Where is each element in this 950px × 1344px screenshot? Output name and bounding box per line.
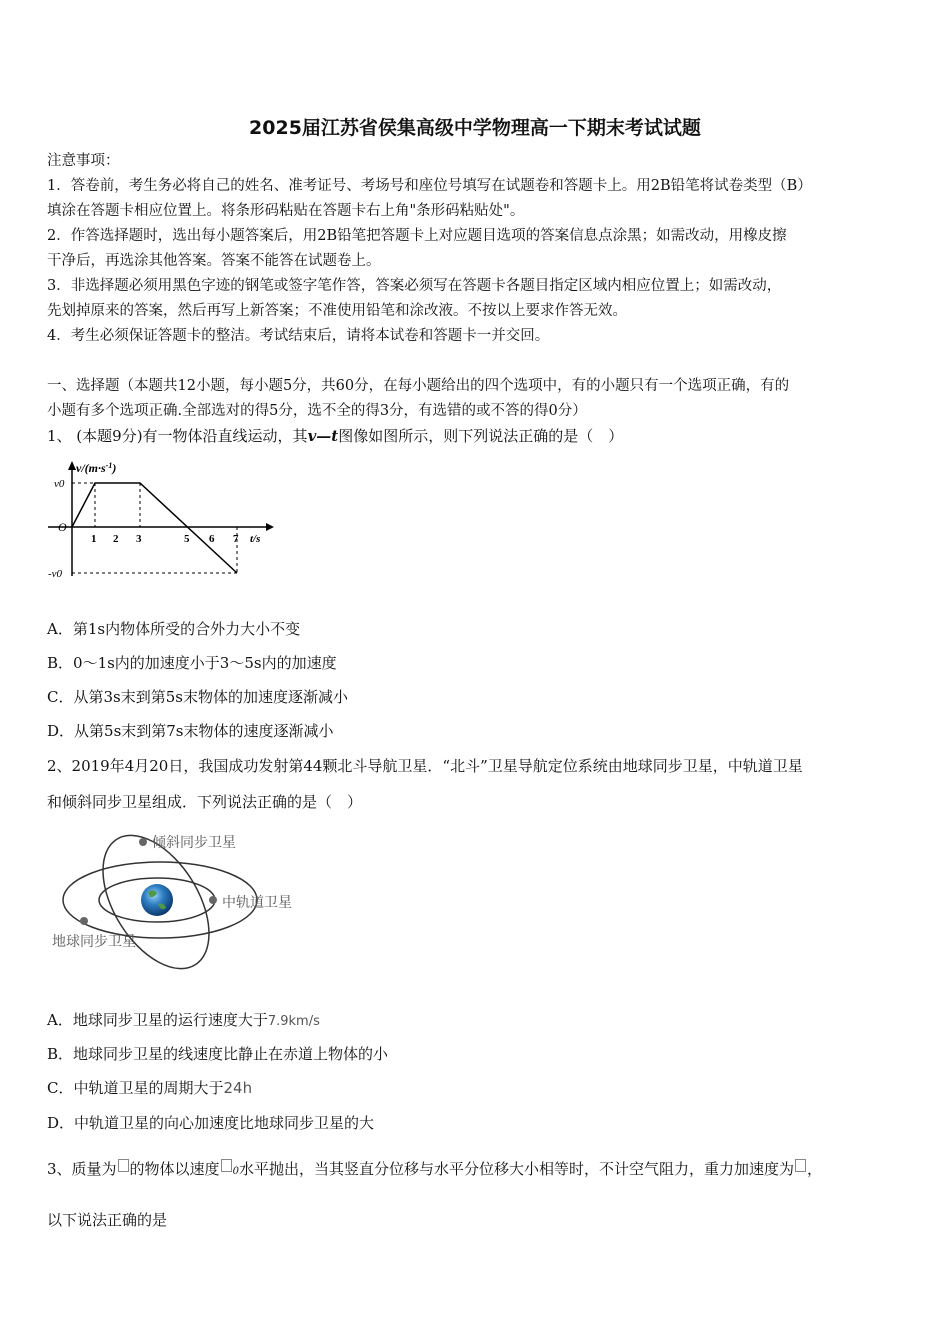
q3-part4: ， (806, 1160, 822, 1178)
y-axis-arrow (68, 461, 76, 470)
notice-line: 干净后，再选涂其他答案。答案不能答在试题卷上。 (47, 253, 381, 269)
tick-label: 6 (209, 533, 215, 545)
q1-prefix: 1、 (本题9分)有一物体沿直线运动，其 (47, 427, 308, 445)
q1-suffix: 图像如图所示，则下列说法正确的是（ ） (338, 427, 624, 445)
vt-curve (72, 483, 237, 573)
label-geo: 地球同步卫星 (52, 935, 136, 950)
q2-option-b: B．地球同步卫星的线速度比静止在赤道上物体的小 (47, 1045, 389, 1063)
missing-glyph-icon (118, 1159, 129, 1172)
origin-label: O (58, 520, 67, 534)
y-axis-label: $v/(m\cdot s^{-1})$ (76, 461, 117, 475)
notice-line: 2．作答选择题时，选出每小题答案后，用2B铅笔把答题卡上对应题目选项的答案信息点涂黑；如需改动，用橡皮擦 (47, 228, 787, 244)
medium-satellite-icon (209, 896, 217, 904)
notice-line: 4．考生必须保证答题卡的整洁。考试结束后，请将本试卷和答题卡一并交回。 (47, 328, 550, 344)
v0-label: v0 (54, 478, 65, 490)
notice-line: 填涂在答题卡相应位置上。将条形码粘贴在答题卡右上角"条形码粘贴处"。 (47, 203, 525, 219)
vt-graph (44, 456, 279, 584)
q3-part3: 水平抛出，当其竖直分位移与水平分位移大小相等时，不计空气阻力，重力加速度为 (238, 1160, 794, 1178)
question-2-stem: 2、2019年4月20日，我国成功发射第44颗北斗导航卫星．“北斗”卫星导航定位系统由地球同步卫星，中轨道卫星 (47, 757, 803, 775)
section-heading-cont: 小题有多个选项正确.全部选对的得5分，选不全的得3分，有选错的或不答的得0分） (47, 403, 587, 419)
q2-option-a-value: 7.9km/s (267, 1014, 320, 1029)
q1-option-c: C．从第3s末到第5s末物体的加速度逐渐减小 (47, 688, 348, 706)
neg-v0-label: -v0 (48, 568, 63, 580)
q2-option-c-text: C．中轨道卫星的周期大于 (47, 1079, 224, 1097)
q1-option-a: A．第1s内物体所受的合外力大小不变 (47, 620, 301, 638)
page-title: 2025届江苏省侯集高级中学物理高一下期末考试试题 (249, 117, 701, 139)
label-medium: 中轨道卫星 (222, 896, 292, 911)
q3-part1: 3、质量为 (47, 1160, 117, 1178)
q2-option-c (47, 1078, 252, 1098)
geo-satellite-icon (80, 917, 88, 925)
question-3-stem (47, 1159, 822, 1182)
tick-label: 5 (184, 533, 190, 545)
earth-icon (141, 884, 173, 916)
tick-label: 7 (233, 533, 239, 545)
q2-option-d: D．中轨道卫星的向心加速度比地球同步卫星的大 (47, 1114, 375, 1132)
satellite-orbit-figure (50, 826, 310, 976)
question-2-stem-cont: 和倾斜同步卫星组成．下列说法正确的是（ ） (47, 793, 363, 811)
inclined-satellite-icon (139, 838, 147, 846)
q2-option-a-text: A．地球同步卫星的运行速度大于 (47, 1011, 268, 1029)
tick-label: 2 (113, 533, 119, 545)
q3-part2: 的物体以速度 (129, 1160, 220, 1178)
label-inclined: 倾斜同步卫星 (152, 836, 236, 851)
notice-line: 1．答卷前，考生务必将自己的姓名、准考证号、考场号和座位号填写在试题卷和答题卡上。用2B铅笔将试卷类型（B） (47, 178, 812, 194)
x-axis-label: t/s (250, 533, 261, 545)
q3-subscript: 0 (232, 1166, 239, 1177)
question-3-stem-cont: 以下说法正确的是 (47, 1211, 168, 1229)
section-heading: 一、选择题（本题共12小题，每小题5分，共60分，在每小题给出的四个选项中，有的小题只有一个选项正确，有的 (47, 378, 790, 394)
q2-option-c-value: 24h (223, 1079, 253, 1097)
notice-heading: 注意事项： (47, 153, 120, 169)
question-1-stem (47, 426, 623, 446)
tick-label: 3 (136, 533, 142, 545)
q1-option-d: D．从第5s末到第7s末物体的速度逐渐减小 (47, 722, 334, 740)
q2-option-a (47, 1010, 320, 1032)
notice-line: 先划掉原来的答案，然后再写上新答案；不准使用铅笔和涂改液。不按以上要求作答无效。 (47, 303, 627, 319)
notice-line: 3．非选择题必须用黑色字迹的钢笔或签字笔作答，答案必须写在答题卡各题目指定区域内相应位置上；如需改动， (47, 278, 782, 294)
q1-var: v—t (307, 427, 339, 445)
missing-glyph-icon (795, 1159, 806, 1172)
tick-label: 1 (91, 533, 97, 545)
x-axis-arrow (266, 523, 274, 531)
q1-option-b: B．0～1s内的加速度小于3～5s内的加速度 (47, 654, 337, 672)
missing-glyph-icon (221, 1159, 232, 1172)
